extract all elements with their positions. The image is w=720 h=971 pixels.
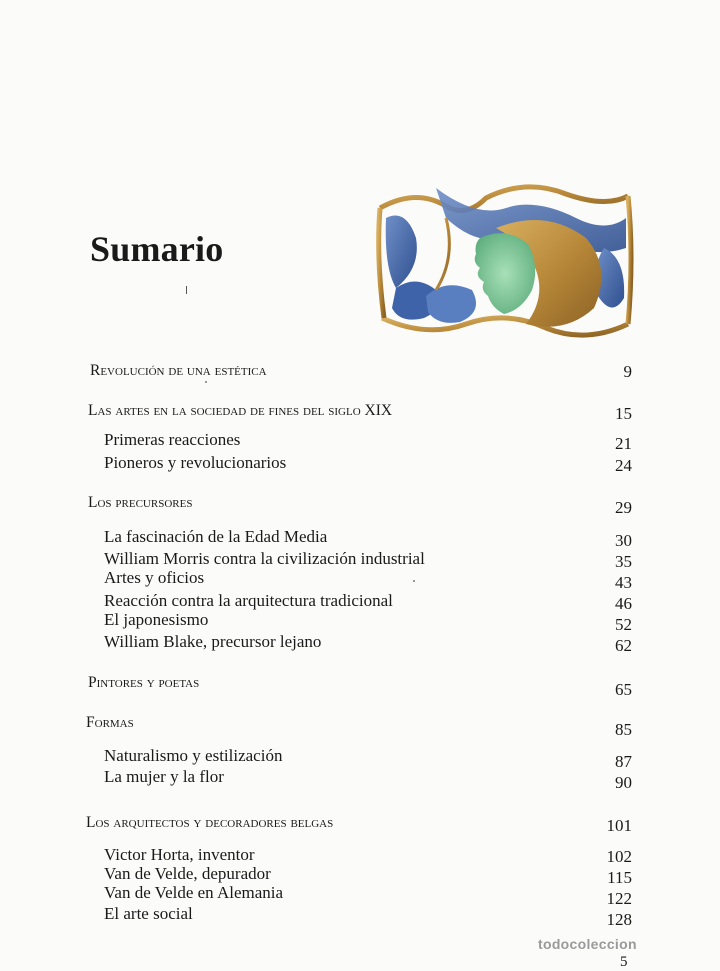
toc-page-number: 24 (615, 456, 632, 475)
toc-section-title: Los arquitectos y decoradores belgas (86, 814, 334, 831)
toc-page-number: 102 (606, 847, 632, 866)
toc-section (0, 362, 720, 384)
toc-page-number: 90 (615, 773, 632, 792)
toc-entry (0, 904, 720, 929)
toc-entry-title: La fascinación de la Edad Media (104, 527, 328, 546)
toc-section-title: Pintores y poetas (88, 674, 200, 691)
toc-entry-title: El arte social (104, 904, 193, 923)
toc-page-number: 29 (615, 498, 632, 517)
toc-entry-title: William Blake, precursor lejano (104, 632, 322, 651)
speck (413, 580, 415, 582)
toc-entry (0, 632, 720, 654)
toc-page-number: 21 (615, 434, 632, 453)
toc-entry-title: Victor Horta, inventor (104, 845, 255, 864)
toc-section-title: Formas (86, 714, 134, 731)
toc-page-number: 9 (623, 362, 632, 381)
toc-entry-title: Naturalismo y estilización (104, 746, 283, 765)
toc-entry (0, 453, 720, 475)
toc-entry-title: Van de Velde en Alemania (104, 883, 284, 902)
toc-page-number: 65 (615, 680, 632, 699)
toc-entry (0, 527, 720, 549)
toc-entry-title: Pioneros y revolucionarios (104, 453, 287, 472)
toc-entry-title: William Morris contra la civilización industrial (104, 549, 425, 568)
toc-page-number: 128 (606, 910, 632, 929)
toc-entry (0, 568, 720, 590)
toc-section (0, 494, 720, 516)
toc-section-title: Revolución de una estética (90, 362, 267, 379)
toc-section (0, 714, 720, 739)
toc-entry-title: Van de Velde, depurador (104, 864, 271, 883)
art-nouveau-brooch-image (376, 178, 634, 340)
watermark: todocoleccion (538, 936, 637, 952)
toc-entry (0, 767, 720, 792)
toc-page-number: 62 (615, 636, 632, 655)
toc-page-number: 15 (615, 404, 632, 423)
toc-section (0, 674, 720, 699)
page-title: Sumario (90, 229, 224, 269)
toc-entry (0, 430, 720, 452)
toc-entry-title: Reacción contra la arquitectura tradicional (104, 591, 393, 610)
toc-page-number: 35 (615, 552, 632, 571)
toc-page-number: 115 (607, 868, 632, 887)
toc-section-title: Las artes en la sociedad de fines del siglo XIX (88, 402, 393, 419)
toc-page-number: 85 (615, 720, 632, 739)
toc-entry-title: El japonesismo (104, 610, 209, 629)
toc-entry (0, 610, 720, 632)
toc-page-number: 43 (615, 573, 632, 592)
toc-entry (0, 746, 720, 771)
toc-entry-title: Artes y oficios (104, 568, 205, 587)
toc-section (0, 814, 720, 836)
toc-entry-title: La mujer y la flor (104, 767, 224, 786)
speck (205, 381, 207, 383)
toc-section-title: Los precursores (88, 494, 193, 511)
toc-page-number: 46 (615, 594, 632, 613)
toc-entry-title: Primeras reacciones (104, 430, 241, 449)
ink-mark (186, 286, 187, 294)
toc-page-number: 30 (615, 531, 632, 550)
toc-page-number: 87 (615, 752, 632, 771)
toc-entry (0, 883, 720, 908)
toc-section (0, 402, 720, 424)
page-number: 5 (620, 954, 628, 970)
toc-page-number: 101 (606, 816, 632, 835)
toc-page-number: 122 (606, 889, 632, 908)
toc-page-number: 52 (615, 615, 632, 634)
